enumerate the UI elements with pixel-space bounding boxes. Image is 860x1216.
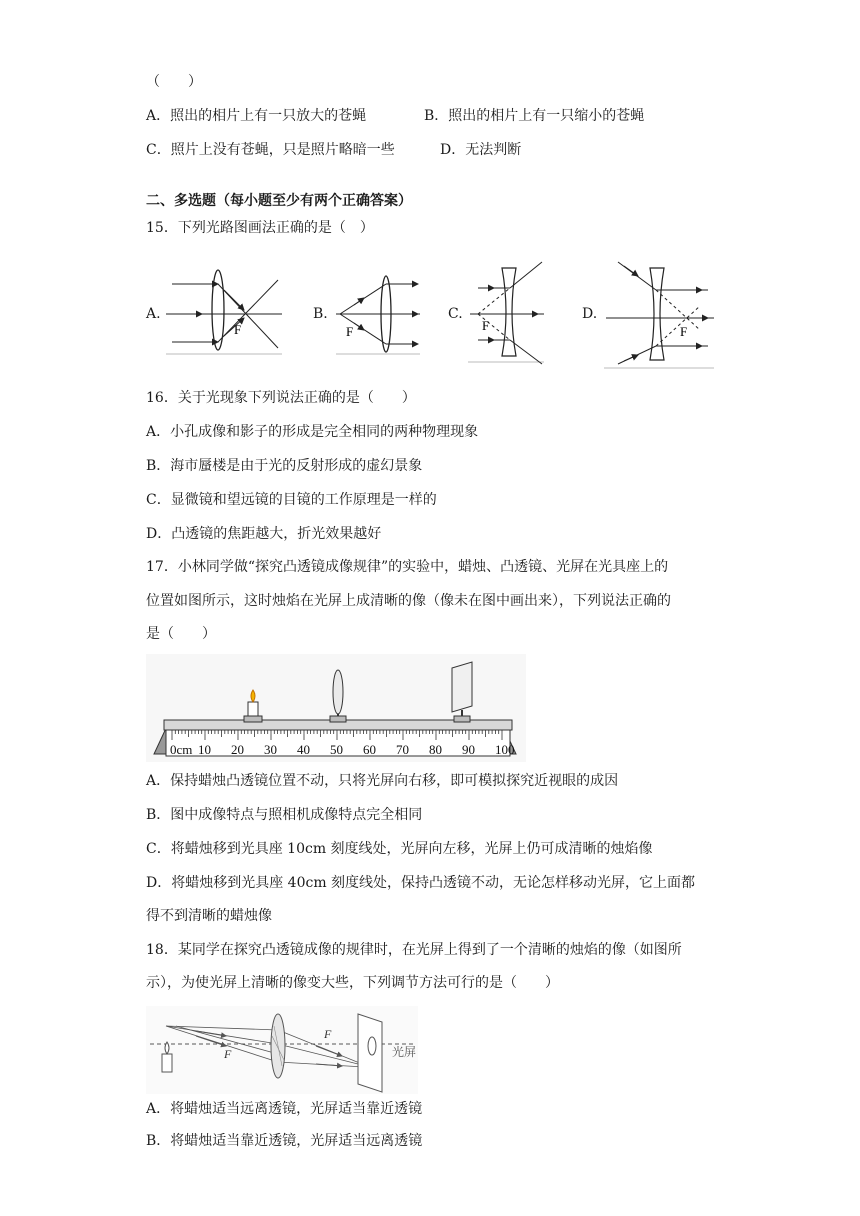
q17-stem-line3: 是（ ） bbox=[146, 626, 216, 642]
q15-d-focus: F bbox=[680, 324, 688, 339]
q16-option-d[interactable]: D．凸透镜的焦距越大，折光效果越好 bbox=[146, 526, 382, 542]
q17-option-d-line2[interactable]: 得不到清晰的蜡烛像 bbox=[146, 908, 272, 924]
q15-label-a[interactable]: A. bbox=[146, 306, 161, 322]
optical-bench-diagram bbox=[146, 654, 526, 762]
ruler-label: 70 bbox=[396, 742, 409, 757]
q14-option-c[interactable]: C．照片上没有苍蝇，只是照片略暗一些 bbox=[146, 142, 395, 158]
q16-option-b[interactable]: B．海市蜃楼是由于光的反射形成的虚幻景象 bbox=[146, 458, 423, 474]
q15-b-focus: F bbox=[346, 324, 354, 339]
q16-option-c[interactable]: C．显微镜和望远镜的目镜的工作原理是一样的 bbox=[146, 492, 437, 508]
ruler-label: 60 bbox=[363, 742, 376, 757]
q14-option-b[interactable]: B．照出的相片上有一只缩小的苍蝇 bbox=[424, 108, 645, 124]
ruler-label: 50 bbox=[330, 742, 343, 757]
q14-option-d[interactable]: D．无法判断 bbox=[440, 142, 522, 158]
ruler-label: 90 bbox=[462, 742, 475, 757]
q15-diagram-a bbox=[162, 262, 286, 358]
q17-option-a[interactable]: A．保持蜡烛凸透镜位置不动，只将光屏向右移，即可模拟探究近视眼的成因 bbox=[146, 773, 619, 789]
q16-stem: 16．关于光现象下列说法正确的是（ ） bbox=[146, 390, 416, 406]
q18-option-b[interactable]: B．将蜡烛适当靠近透镜，光屏适当远离透镜 bbox=[146, 1133, 423, 1149]
ruler-label: 80 bbox=[429, 742, 442, 757]
q15-c-focus: F bbox=[482, 318, 490, 333]
q18-focus-left: F bbox=[224, 1047, 232, 1061]
q15-label-d[interactable]: D. bbox=[582, 306, 598, 322]
q15-stem: 15．下列光路图画法正确的是（ ） bbox=[146, 220, 374, 236]
convex-lens-imaging-diagram bbox=[146, 1006, 418, 1094]
ruler-label: 20 bbox=[231, 742, 244, 757]
q15-diagram-c bbox=[468, 256, 546, 366]
q14-option-a[interactable]: A．照出的相片上有一只放大的苍蝇 bbox=[146, 108, 367, 124]
q15-diagram-d bbox=[604, 256, 716, 370]
q15-label-b[interactable]: B. bbox=[313, 306, 328, 322]
q15-label-c[interactable]: C. bbox=[448, 306, 463, 322]
ruler-label: 30 bbox=[264, 742, 277, 757]
ruler-label: 0cm bbox=[170, 742, 193, 757]
q17-option-d-line1[interactable]: D．将蜡烛移到光具座 40cm 刻度线处，保持凸透镜不动，无论怎样移动光屏，它上面都 bbox=[146, 875, 696, 891]
q18-screen-label: 光屏 bbox=[392, 1045, 417, 1059]
q18-stem-line1: 18．某同学在探究凸透镜成像的规律时，在光屏上得到了一个清晰的烛焰的像（如图所 bbox=[146, 942, 682, 958]
q17-stem-line1: 17．小林同学做“探究凸透镜成像规律”的实验中，蜡烛、凸透镜、光屏在光具座上的 bbox=[146, 559, 669, 575]
q15-a-focus: F bbox=[234, 322, 242, 337]
q18-focus-right: F bbox=[324, 1027, 332, 1041]
ruler-label: 10 bbox=[198, 742, 211, 757]
ruler-label: 100 bbox=[495, 742, 515, 757]
q18-option-a[interactable]: A．将蜡烛适当远离透镜，光屏适当靠近透镜 bbox=[146, 1101, 423, 1117]
q17-option-b[interactable]: B．图中成像特点与照相机成像特点完全相同 bbox=[146, 807, 423, 823]
q16-option-a[interactable]: A．小孔成像和影子的形成是完全相同的两种物理现象 bbox=[146, 424, 479, 440]
q17-option-c[interactable]: C．将蜡烛移到光具座 10cm 刻度线处，光屏向左移，光屏上仍可成清晰的烛焰像 bbox=[146, 841, 653, 857]
ruler-label: 40 bbox=[297, 742, 310, 757]
q18-stem-line2: 示），为使光屏上清晰的像变大些，下列调节方法可行的是（ ） bbox=[146, 975, 559, 991]
q15-diagram-b bbox=[334, 270, 424, 356]
q17-stem-line2: 位置如图所示，这时烛焰在光屏上成清晰的像（像未在图中画出来），下列说法正确的 bbox=[146, 593, 671, 609]
q14-bracket: （ ） bbox=[146, 74, 202, 90]
section-title: 二、多选题（每小题至少有两个正确答案） bbox=[146, 193, 412, 209]
